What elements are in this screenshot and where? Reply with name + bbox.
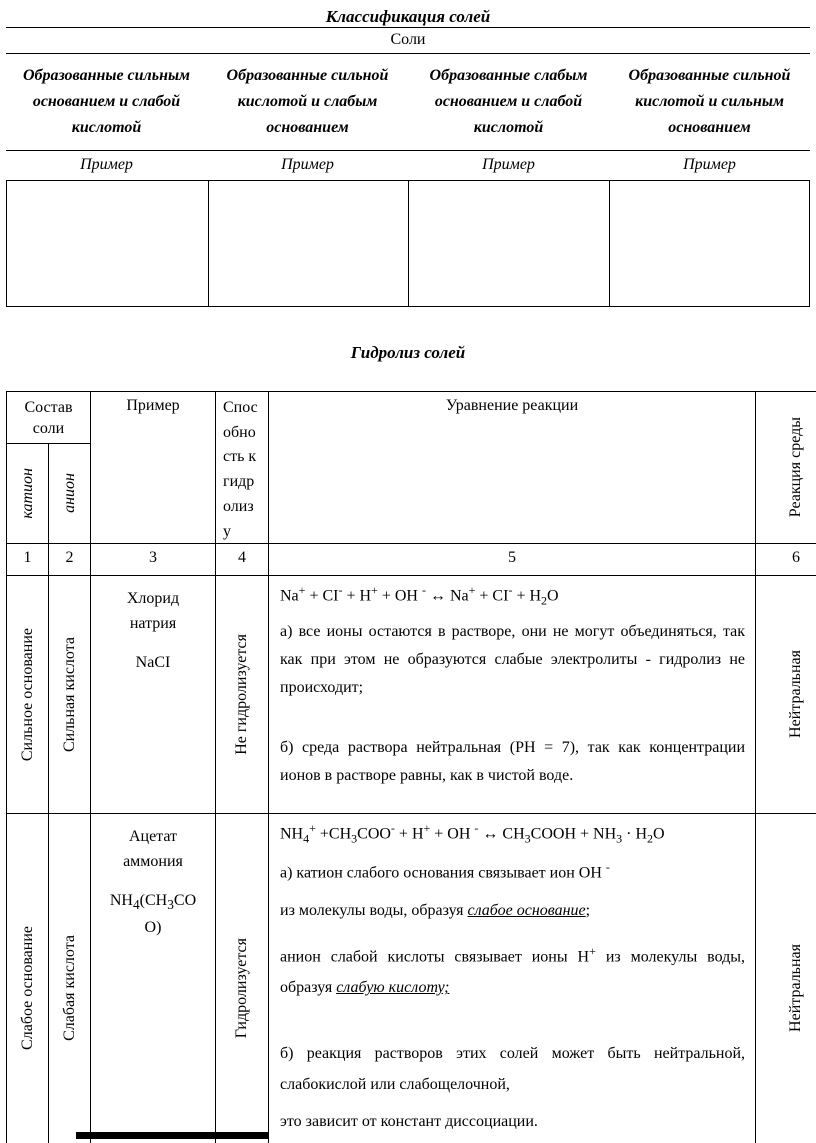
row1-example-formula: NaCI: [135, 654, 171, 672]
empty-example-cell-4: [609, 181, 810, 306]
classification-column-header-3: Образованные слабым основанием и слабой кислотой: [429, 67, 588, 136]
col-number-1: 1: [7, 544, 49, 576]
composition-header: Состав соли: [7, 392, 90, 444]
equation-header: Уравнение реакции: [269, 392, 756, 544]
row1-ability: Не гидролизуется: [233, 633, 250, 755]
hydrolysis-title: Гидролиз солей: [350, 342, 466, 362]
col-number-6: 6: [756, 544, 816, 576]
row1-note-b: б) среда раствора нейтральная (РН = 7), так как концентрации ионов в растворе равны, как в чистой воде.: [280, 739, 745, 785]
composition-header-cell: [7, 392, 91, 544]
row1-acid: Сильная кислота: [60, 636, 78, 752]
row2-note-a-line1: а) катион слабого основания связывает ион ОН -: [280, 860, 610, 882]
row2-note-b-line2: это зависит от констант диссоциации.: [280, 1113, 538, 1131]
row1-ability-cell: [216, 576, 269, 814]
empty-example-cell-3: [408, 181, 609, 306]
classification-column-header-4: Образованные сильной кислотой и сильным основанием: [628, 67, 791, 136]
example-label-4: Пример: [683, 155, 736, 173]
row2-base: Слабое основание: [18, 926, 36, 1051]
col-number-2: 2: [49, 544, 91, 576]
row2-example-cell: [91, 814, 216, 1143]
row2-ability: Гидролизуется: [233, 938, 250, 1039]
row1-reaction-equation: Na+ + CI- + H+ + OH - ↔ $Na^+ + CI^- + H_2O$: [280, 582, 559, 608]
row1-note-a: а) все ионы остаются в растворе, они не могут объединяться, так как при этом не образуются слабые электролиты - гидролиз не происходит;: [280, 623, 745, 697]
row2-acid: Слабая кислота: [60, 935, 78, 1042]
example-header: Пример: [91, 392, 216, 544]
cation-header-cell: [7, 444, 49, 543]
row2-equation-cell: [269, 814, 756, 1143]
row2-example-name: Ацетат аммония: [123, 827, 183, 870]
empty-example-cell-1: [7, 181, 208, 306]
row2-ability-cell: [216, 814, 269, 1143]
example-label-3: Пример: [482, 155, 535, 173]
table-border-fragment: [76, 1132, 268, 1139]
example-label-1: Пример: [80, 155, 133, 173]
row1-medium: Нейтральная: [787, 650, 804, 739]
classification-table: [6, 27, 810, 307]
row1-example-name: Хлорид натрия: [126, 589, 180, 632]
row2-base-cell: [7, 814, 49, 1143]
row1-example-cell: [91, 576, 216, 814]
col-number-5: 5: [269, 544, 756, 576]
row1-base-cell: [7, 576, 49, 814]
medium-header-cell: [756, 392, 816, 544]
row2-note-b-line1: б) реакция растворов этих солей может быть нейтральной, слабокислой или слабощелочной,: [280, 1044, 745, 1093]
row2-note-a-line3: анион слабой кислоты связывает ионы Н+ из молекулы воды, образуя слабую кислоту;: [280, 943, 745, 997]
row1-medium-cell: [756, 576, 816, 814]
row2-note-a-line2: из молекулы воды, образуя слабое основание;: [280, 901, 591, 919]
row2-example-formula: $NH_4(CH_3COO)$: [109, 892, 197, 937]
hydrolysis-table: [6, 391, 816, 1143]
cation-header: катион: [18, 467, 36, 519]
col-number-3: 3: [91, 544, 216, 576]
example-label-2: Пример: [281, 155, 334, 173]
col-number-4: 4: [216, 544, 269, 576]
classification-header-row: [6, 54, 810, 151]
classification-title: Классификация солей: [325, 7, 491, 26]
classification-column-header-1: Образованные сильным основанием и слабой кислотой: [22, 67, 191, 136]
row2-reaction-equation: $NH_4^+ +CH_3COO^- + H^+$ + OH - ↔ $CH_3COOH + NH_3 \cdot H_2O$: [280, 820, 665, 846]
ability-header: Способность к гидролизу: [216, 392, 269, 544]
row1-acid-cell: [49, 576, 91, 814]
row1-base: Сильное основание: [18, 627, 36, 761]
row2-medium: Нейтральная: [787, 944, 804, 1033]
anion-header: анион: [60, 473, 78, 514]
composition-subheaders: [7, 444, 90, 543]
example-label-row: [6, 151, 810, 181]
anion-header-cell: [49, 444, 90, 543]
empty-example-cell-2: [208, 181, 409, 306]
row2-acid-cell: [49, 814, 91, 1143]
empty-example-row: [6, 181, 810, 307]
row1-equation-cell: [269, 576, 756, 814]
row2-medium-cell: [756, 814, 816, 1143]
salts-header: Соли: [6, 28, 810, 54]
classification-column-header-2: Образованные сильной кислотой и слабым основанием: [226, 67, 389, 136]
medium-header: Реакция среды: [787, 417, 804, 518]
